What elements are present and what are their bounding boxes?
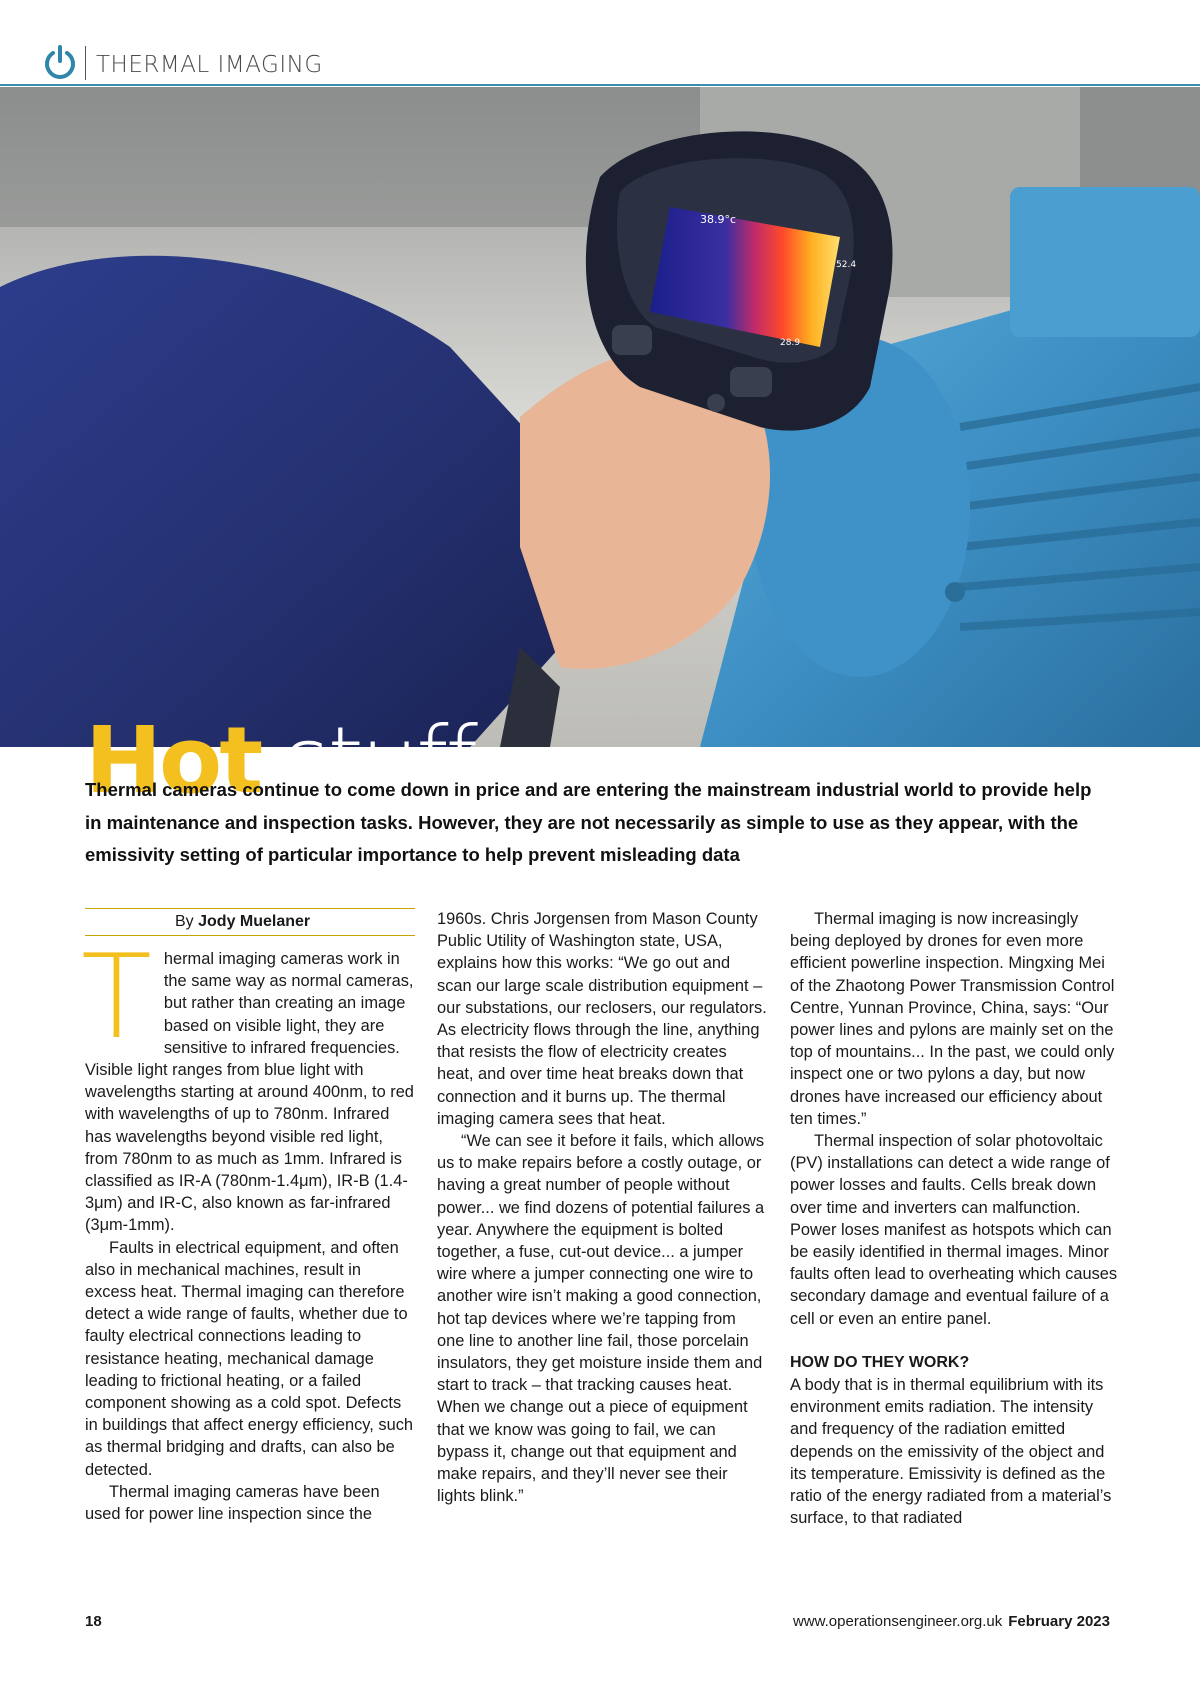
page-number: 18 (85, 1613, 102, 1630)
screen-max: 52.4 (836, 260, 857, 270)
paragraph (81, 930, 415, 1237)
paragraph-text: hermal imaging cameras work in the same way as normal cameras, but rather than creating an image based on visible light, they are sensitive to infrared frequencies. Visible light ranges from blue light with wavelengths starting at around 400nm, to red with wavelengths of up to 780nm. Infrared has wavelengths beyond visible red light, from 780nm to as much as 1mm. Infrared is classified as IR-A (780nm-1.4μm), IR-B (1.4-3μm) and IR-C, also known as far-infrared (3μm-1mm). (85, 950, 414, 1235)
byline-prefix: By (175, 913, 194, 930)
footer-info (793, 1613, 1110, 1630)
paragraph: Thermal inspection of solar photovoltaic (PV) installations can detect a wide range of power losses and faults. Cells break down over time and inverters can malfunction. Power loses manifest as hotspots which can be easily identified in thermal images. Minor faults often lead to overheating which causes secondary damage and eventual failure of a cell or even an entire panel. (790, 1132, 1118, 1328)
standfirst: Thermal cameras continue to come down in price and are entering the mainstream industrial world to provide help in maintenance and inspection tasks. However, they are not necessarily as simple to use as they appear, with the emissivity setting of particular importance to help prevent misleading data (85, 779, 1092, 865)
header-divider (85, 46, 86, 80)
subheading: HOW DO THEY WORK? (790, 1353, 970, 1371)
screen-temp: 38.9°c (700, 213, 737, 226)
power-icon (42, 44, 78, 80)
paragraph: Thermal imaging cameras have been used for power line inspection since the (85, 1482, 380, 1524)
issue-date: February 2023 (1008, 1613, 1110, 1630)
article-column-3 (790, 908, 1120, 1529)
article-column-1 (81, 908, 415, 1525)
paragraph: 1960s. Chris Jorgensen from Mason County Public Utility of Washington state, USA, explains how this works: “We go out and scan our large scale distribution equipment – our substations, our reclosers, our regulators. As electricity flows through the line, anything that resists the flow of electricity creates heat, and over time heat breaks down that connection and it burns up. The thermal imaging camera sees that heat. (437, 910, 767, 1128)
headline-bold: Hot (85, 707, 261, 814)
paragraph: “We can see it before it fails, which allows us to make repairs before a costly outage, or having a great number of people without power... we find dozens of potential failures a year. Anywhere the equipment is bolted together, a fuse, cut-out device... a jumper wire where a jumper connecting one wire to another wire isn’t making a good connection, hot tap devices where we’re tapping from one line to another line fail, those porcelain insulators, they get moisture inside them and start to track – that tracking causes heat. When we change out a piece of equipment that we know was going to fail, we can bypass it, change out that equipment and make repairs, and they’ll never see their lights blink.” (437, 1132, 765, 1506)
paragraph: Thermal imaging is now increasingly being deployed by drones for even more efficient powerline inspection. Mingxing Mei of the Zhaotong Power Transmission Control Centre, Yunnan Province, China, says: “Our power lines and pylons are mainly set on the top of mountains... In the past, we could only inspect one or two pylons a day, but now drones have increased our efficiency about ten times.” (790, 910, 1115, 1128)
hero-photo (0, 87, 1200, 814)
website-link[interactable]: www.operationsengineer.org.uk (792, 1613, 1003, 1630)
screen-min: 28.9 (780, 338, 801, 348)
dropcap: T (81, 930, 152, 1065)
article-column-2 (437, 908, 767, 1507)
byline-author: Jody Muelaner (198, 913, 311, 930)
thermal-camera-photo (0, 87, 1200, 747)
headline-light: stuff (282, 707, 475, 814)
page-header (0, 0, 1200, 86)
section-label: THERMAL IMAGING (96, 52, 323, 78)
paragraph: A body that is in thermal equilibrium with its environment emits radiation. The intensity and frequency of the radiation emitted depends on the emissivity of the object and its temperature. Emissivity is defined as the ratio of the energy radiated from a material’s surface, to that radiated (790, 1376, 1112, 1528)
paragraph: Faults in electrical equipment, and often also in mechanical machines, result in excess heat. Thermal imaging can therefore detect a wide range of faults, whether due to faulty electrical connections leading to resistance heating, mechanical damage leading to frictional heating, or a failed component showing as a cold spot. Defects in buildings that affect energy efficiency, such as thermal bridging and drafts, can also be detected. (85, 1238, 414, 1479)
